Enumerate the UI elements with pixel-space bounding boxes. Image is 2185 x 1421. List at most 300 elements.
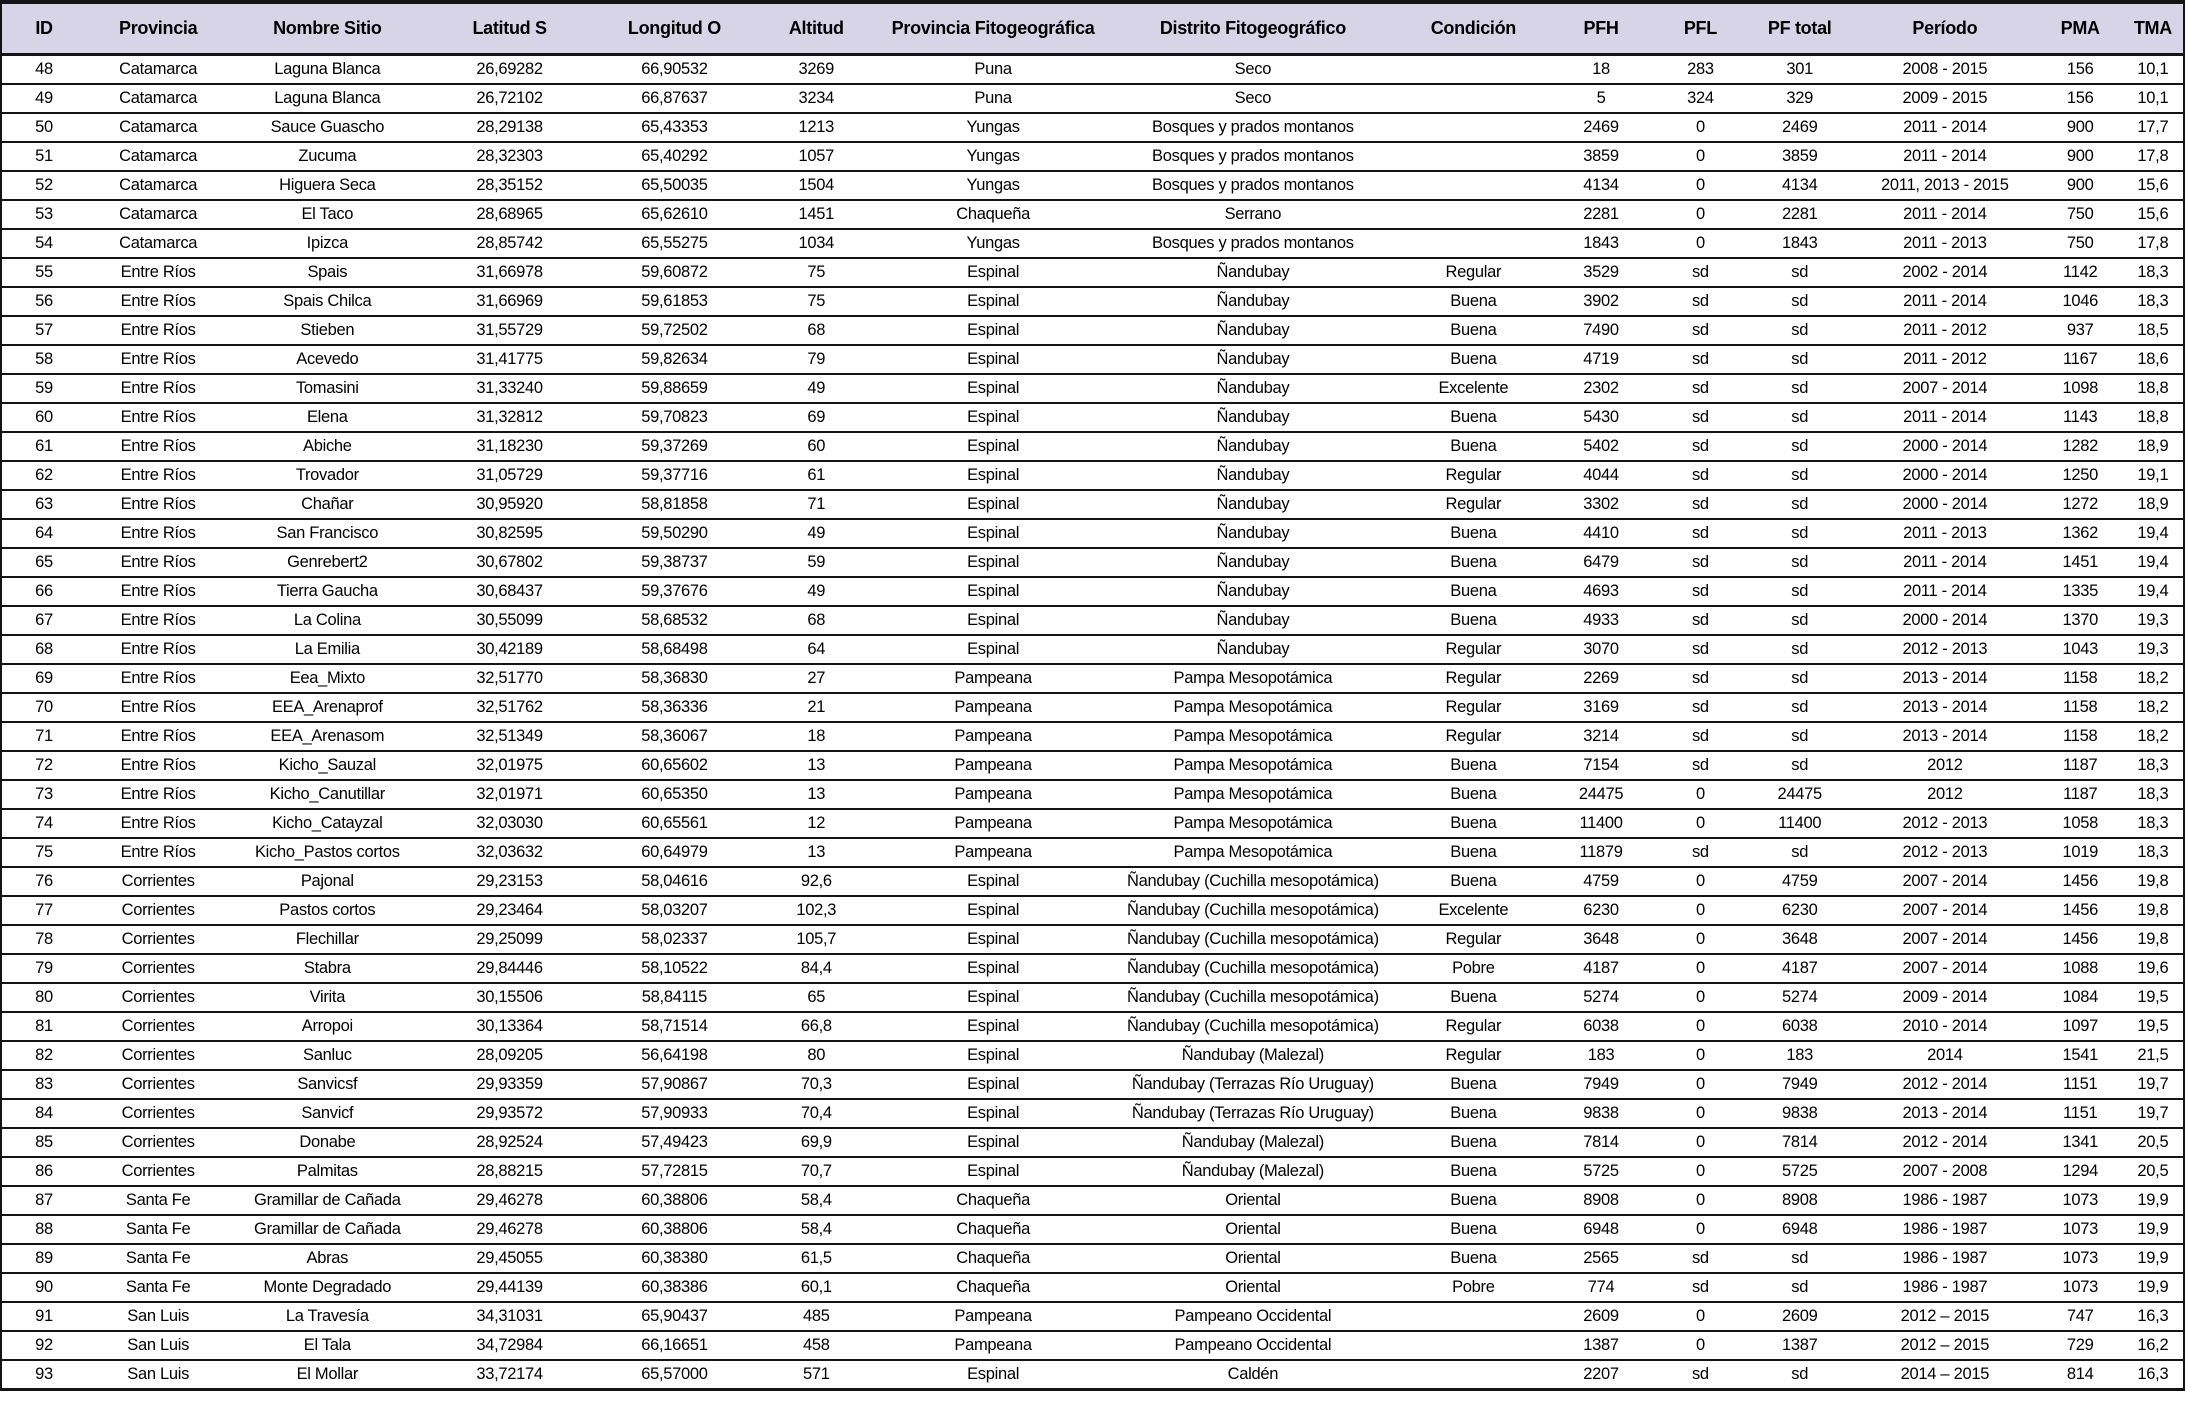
cell-pfl: 0 [1653, 171, 1747, 200]
cell-pfh: 5274 [1549, 983, 1654, 1012]
cell-pfl: sd [1653, 577, 1747, 606]
table-row [1, 1099, 2184, 1128]
cell-longitud-o: 57,72815 [595, 1157, 754, 1186]
cell-pma: 937 [2038, 316, 2123, 345]
cell-latitud-s: 29,93359 [424, 1070, 594, 1099]
cell-pma: 1282 [2038, 432, 2123, 461]
cell-pfh: 3169 [1549, 693, 1654, 722]
cell-provincia-fitogeografica: Pampeana [879, 693, 1108, 722]
cell-id: 62 [1, 461, 86, 490]
cell-latitud-s: 32,01975 [424, 751, 594, 780]
cell-id: 76 [1, 867, 86, 896]
column-header-periodo: Período [1852, 2, 2038, 55]
cell-periodo: 2012 – 2015 [1852, 1302, 2038, 1331]
cell-distrito-fitogeografico: Pampa Mesopotámica [1108, 664, 1398, 693]
cell-provincia-fitogeografica: Espinal [879, 403, 1108, 432]
cell-nombre-sitio: La Travesía [230, 1302, 424, 1331]
cell-longitud-o: 60,38380 [595, 1244, 754, 1273]
cell-pfh: 3902 [1549, 287, 1654, 316]
cell-condicion: Regular [1398, 490, 1549, 519]
column-header-provincia-fitogeografica: Provincia Fitogeográfica [879, 2, 1108, 55]
cell-distrito-fitogeografico: Oriental [1108, 1273, 1398, 1302]
cell-provincia: San Luis [86, 1331, 230, 1360]
cell-condicion: Buena [1398, 1215, 1549, 1244]
cell-pfl: sd [1653, 693, 1747, 722]
cell-distrito-fitogeografico: Ñandubay [1108, 287, 1398, 316]
cell-pfl: 0 [1653, 780, 1747, 809]
cell-pfh: 5430 [1549, 403, 1654, 432]
cell-periodo: 2007 - 2014 [1852, 925, 2038, 954]
cell-periodo: 2012 - 2013 [1852, 838, 2038, 867]
cell-pf-total: sd [1747, 519, 1852, 548]
cell-distrito-fitogeografico: Oriental [1108, 1244, 1398, 1273]
cell-condicion: Buena [1398, 316, 1549, 345]
cell-periodo: 2013 - 2014 [1852, 664, 2038, 693]
cell-provincia: Entre Ríos [86, 432, 230, 461]
cell-distrito-fitogeografico: Pampeano Occidental [1108, 1302, 1398, 1331]
cell-periodo: 2011 - 2014 [1852, 142, 2038, 171]
cell-latitud-s: 28,09205 [424, 1041, 594, 1070]
cell-pma: 1294 [2038, 1157, 2123, 1186]
cell-pfl: sd [1653, 751, 1747, 780]
cell-provincia-fitogeografica: Espinal [879, 1070, 1108, 1099]
cell-periodo: 2007 - 2014 [1852, 896, 2038, 925]
cell-altitud: 3234 [754, 84, 878, 113]
cell-pf-total: sd [1747, 635, 1852, 664]
cell-longitud-o: 60,65561 [595, 809, 754, 838]
cell-altitud: 79 [754, 345, 878, 374]
cell-provincia: Entre Ríos [86, 519, 230, 548]
cell-altitud: 571 [754, 1360, 878, 1390]
cell-distrito-fitogeografico: Ñandubay [1108, 258, 1398, 287]
cell-tma: 19,9 [2123, 1215, 2184, 1244]
cell-latitud-s: 32,01971 [424, 780, 594, 809]
column-header-condicion: Condición [1398, 2, 1549, 55]
cell-pf-total: sd [1747, 751, 1852, 780]
cell-condicion: Buena [1398, 606, 1549, 635]
table-row [1, 925, 2184, 954]
cell-nombre-sitio: Sauce Guascho [230, 113, 424, 142]
cell-provincia: Entre Ríos [86, 316, 230, 345]
cell-condicion: Buena [1398, 403, 1549, 432]
cell-nombre-sitio: EEA_Arenaprof [230, 693, 424, 722]
cell-distrito-fitogeografico: Ñandubay [1108, 635, 1398, 664]
cell-pfl: 0 [1653, 1157, 1747, 1186]
cell-provincia: Entre Ríos [86, 490, 230, 519]
cell-pfl: sd [1653, 403, 1747, 432]
cell-provincia: Entre Ríos [86, 780, 230, 809]
cell-periodo: 2000 - 2014 [1852, 490, 2038, 519]
cell-id: 50 [1, 113, 86, 142]
cell-nombre-sitio: Ipizca [230, 229, 424, 258]
cell-nombre-sitio: Stabra [230, 954, 424, 983]
cell-provincia: Santa Fe [86, 1244, 230, 1273]
cell-altitud: 27 [754, 664, 878, 693]
cell-pfl: 0 [1653, 1215, 1747, 1244]
cell-pma: 1341 [2038, 1128, 2123, 1157]
cell-altitud: 59 [754, 548, 878, 577]
cell-latitud-s: 33,72174 [424, 1360, 594, 1390]
cell-longitud-o: 58,81858 [595, 490, 754, 519]
cell-id: 91 [1, 1302, 86, 1331]
column-header-pfl: PFL [1653, 2, 1747, 55]
cell-tma: 19,1 [2123, 461, 2184, 490]
table-row [1, 867, 2184, 896]
cell-latitud-s: 32,03632 [424, 838, 594, 867]
cell-periodo: 2007 - 2008 [1852, 1157, 2038, 1186]
cell-condicion: Buena [1398, 1070, 1549, 1099]
cell-pfh: 4719 [1549, 345, 1654, 374]
cell-periodo: 2011 - 2012 [1852, 345, 2038, 374]
cell-provincia: Entre Ríos [86, 664, 230, 693]
cell-provincia-fitogeografica: Pampeana [879, 751, 1108, 780]
cell-tma: 19,8 [2123, 867, 2184, 896]
cell-pfh: 2609 [1549, 1302, 1654, 1331]
cell-provincia-fitogeografica: Chaqueña [879, 1244, 1108, 1273]
table-row [1, 1302, 2184, 1331]
cell-pfh: 8908 [1549, 1186, 1654, 1215]
cell-periodo: 2009 - 2014 [1852, 983, 2038, 1012]
cell-pf-total: 2609 [1747, 1302, 1852, 1331]
cell-provincia-fitogeografica: Yungas [879, 171, 1108, 200]
cell-distrito-fitogeografico: Ñandubay [1108, 403, 1398, 432]
cell-pma: 1272 [2038, 490, 2123, 519]
cell-condicion: Buena [1398, 983, 1549, 1012]
cell-tma: 16,3 [2123, 1302, 2184, 1331]
cell-provincia: Entre Ríos [86, 461, 230, 490]
cell-pma: 1250 [2038, 461, 2123, 490]
cell-pma: 1456 [2038, 925, 2123, 954]
cell-condicion: Buena [1398, 577, 1549, 606]
cell-latitud-s: 31,55729 [424, 316, 594, 345]
cell-nombre-sitio: Flechillar [230, 925, 424, 954]
cell-nombre-sitio: Higuera Seca [230, 171, 424, 200]
cell-id: 55 [1, 258, 86, 287]
cell-pma: 1451 [2038, 548, 2123, 577]
cell-distrito-fitogeografico: Ñandubay [1108, 374, 1398, 403]
cell-pfh: 3529 [1549, 258, 1654, 287]
cell-provincia-fitogeografica: Espinal [879, 258, 1108, 287]
cell-tma: 18,3 [2123, 809, 2184, 838]
cell-latitud-s: 29,84446 [424, 954, 594, 983]
cell-pfh: 5725 [1549, 1157, 1654, 1186]
cell-latitud-s: 28,29138 [424, 113, 594, 142]
cell-pfl: 283 [1653, 55, 1747, 85]
cell-pf-total: sd [1747, 664, 1852, 693]
table-row [1, 722, 2184, 751]
cell-condicion: Buena [1398, 838, 1549, 867]
cell-tma: 19,4 [2123, 548, 2184, 577]
cell-pf-total: 2469 [1747, 113, 1852, 142]
cell-latitud-s: 29,45055 [424, 1244, 594, 1273]
column-header-tma: TMA [2123, 2, 2184, 55]
cell-pfh: 7490 [1549, 316, 1654, 345]
cell-pfh: 4410 [1549, 519, 1654, 548]
cell-longitud-o: 60,65602 [595, 751, 754, 780]
cell-pf-total: 4134 [1747, 171, 1852, 200]
cell-tma: 16,2 [2123, 1331, 2184, 1360]
cell-nombre-sitio: Kicho_Catayzal [230, 809, 424, 838]
cell-longitud-o: 65,43353 [595, 113, 754, 142]
cell-id: 92 [1, 1331, 86, 1360]
cell-nombre-sitio: El Tala [230, 1331, 424, 1360]
cell-latitud-s: 29,25099 [424, 925, 594, 954]
cell-altitud: 60 [754, 432, 878, 461]
cell-latitud-s: 31,66978 [424, 258, 594, 287]
cell-pma: 1151 [2038, 1099, 2123, 1128]
cell-pfl: sd [1653, 722, 1747, 751]
cell-condicion: Buena [1398, 287, 1549, 316]
cell-condicion: Buena [1398, 432, 1549, 461]
cell-id: 93 [1, 1360, 86, 1390]
cell-nombre-sitio: Arropoi [230, 1012, 424, 1041]
cell-pma: 1456 [2038, 896, 2123, 925]
cell-longitud-o: 59,37269 [595, 432, 754, 461]
cell-periodo: 2011 - 2013 [1852, 519, 2038, 548]
cell-provincia-fitogeografica: Pampeana [879, 809, 1108, 838]
cell-periodo: 2000 - 2014 [1852, 461, 2038, 490]
cell-pfh: 2302 [1549, 374, 1654, 403]
cell-tma: 19,3 [2123, 635, 2184, 664]
cell-tma: 19,5 [2123, 983, 2184, 1012]
cell-nombre-sitio: Zucuma [230, 142, 424, 171]
column-header-provincia: Provincia [86, 2, 230, 55]
cell-periodo: 2011 - 2014 [1852, 113, 2038, 142]
cell-pfl: 0 [1653, 1070, 1747, 1099]
cell-altitud: 458 [754, 1331, 878, 1360]
cell-provincia: Corrientes [86, 867, 230, 896]
cell-provincia-fitogeografica: Espinal [879, 432, 1108, 461]
cell-periodo: 2012 - 2013 [1852, 635, 2038, 664]
cell-nombre-sitio: Pajonal [230, 867, 424, 896]
cell-tma: 18,6 [2123, 345, 2184, 374]
cell-id: 70 [1, 693, 86, 722]
cell-pf-total: 3859 [1747, 142, 1852, 171]
cell-tma: 10,1 [2123, 84, 2184, 113]
cell-provincia: Catamarca [86, 113, 230, 142]
cell-pfh: 2469 [1549, 113, 1654, 142]
cell-longitud-o: 65,50035 [595, 171, 754, 200]
cell-pma: 900 [2038, 171, 2123, 200]
cell-periodo: 1986 - 1987 [1852, 1273, 2038, 1302]
cell-provincia-fitogeografica: Espinal [879, 896, 1108, 925]
cell-condicion: Regular [1398, 258, 1549, 287]
cell-pma: 900 [2038, 113, 2123, 142]
cell-altitud: 69 [754, 403, 878, 432]
cell-distrito-fitogeografico: Oriental [1108, 1215, 1398, 1244]
cell-pf-total: 4187 [1747, 954, 1852, 983]
cell-pma: 1456 [2038, 867, 2123, 896]
cell-pma: 1019 [2038, 838, 2123, 867]
cell-distrito-fitogeografico: Ñandubay [1108, 432, 1398, 461]
cell-pma: 1158 [2038, 693, 2123, 722]
cell-nombre-sitio: EEA_Arenasom [230, 722, 424, 751]
cell-pma: 1335 [2038, 577, 2123, 606]
cell-pfl: 0 [1653, 200, 1747, 229]
cell-pfl: 0 [1653, 1302, 1747, 1331]
cell-altitud: 58,4 [754, 1186, 878, 1215]
table-row [1, 287, 2184, 316]
cell-id: 48 [1, 55, 86, 85]
cell-provincia-fitogeografica: Espinal [879, 1360, 1108, 1390]
cell-altitud: 1034 [754, 229, 878, 258]
cell-pma: 1073 [2038, 1186, 2123, 1215]
cell-distrito-fitogeografico: Ñandubay (Malezal) [1108, 1157, 1398, 1186]
cell-id: 87 [1, 1186, 86, 1215]
cell-provincia-fitogeografica: Espinal [879, 1128, 1108, 1157]
cell-nombre-sitio: Tomasini [230, 374, 424, 403]
cell-longitud-o: 59,88659 [595, 374, 754, 403]
cell-pf-total: sd [1747, 1273, 1852, 1302]
cell-longitud-o: 59,61853 [595, 287, 754, 316]
cell-nombre-sitio: Spais Chilca [230, 287, 424, 316]
cell-provincia-fitogeografica: Yungas [879, 113, 1108, 142]
cell-pfl: sd [1653, 519, 1747, 548]
cell-provincia-fitogeografica: Espinal [879, 925, 1108, 954]
cell-altitud: 49 [754, 577, 878, 606]
cell-nombre-sitio: El Mollar [230, 1360, 424, 1390]
cell-nombre-sitio: Laguna Blanca [230, 55, 424, 85]
cell-pfl: 0 [1653, 867, 1747, 896]
cell-provincia-fitogeografica: Espinal [879, 577, 1108, 606]
cell-provincia: Entre Ríos [86, 751, 230, 780]
cell-tma: 19,7 [2123, 1070, 2184, 1099]
cell-id: 84 [1, 1099, 86, 1128]
cell-id: 73 [1, 780, 86, 809]
table-row [1, 983, 2184, 1012]
cell-pf-total: sd [1747, 490, 1852, 519]
cell-provincia-fitogeografica: Espinal [879, 1099, 1108, 1128]
cell-latitud-s: 28,92524 [424, 1128, 594, 1157]
cell-longitud-o: 65,62610 [595, 200, 754, 229]
cell-provincia-fitogeografica: Espinal [879, 548, 1108, 577]
cell-pfl: sd [1653, 664, 1747, 693]
cell-provincia-fitogeografica: Yungas [879, 142, 1108, 171]
column-header-pfh: PFH [1549, 2, 1654, 55]
cell-distrito-fitogeografico: Bosques y prados montanos [1108, 113, 1398, 142]
table-row [1, 1070, 2184, 1099]
cell-altitud: 58,4 [754, 1215, 878, 1244]
cell-pfh: 4933 [1549, 606, 1654, 635]
cell-latitud-s: 28,85742 [424, 229, 594, 258]
cell-longitud-o: 58,36067 [595, 722, 754, 751]
cell-pfl: sd [1653, 316, 1747, 345]
cell-pma: 1187 [2038, 751, 2123, 780]
cell-distrito-fitogeografico: Ñandubay [1108, 490, 1398, 519]
cell-nombre-sitio: Sanvicsf [230, 1070, 424, 1099]
cell-provincia: Entre Ríos [86, 722, 230, 751]
cell-pfl: sd [1653, 490, 1747, 519]
cell-periodo: 2012 - 2014 [1852, 1128, 2038, 1157]
cell-id: 59 [1, 374, 86, 403]
cell-longitud-o: 65,40292 [595, 142, 754, 171]
column-header-pma: PMA [2038, 2, 2123, 55]
cell-pfl: sd [1653, 1244, 1747, 1273]
cell-id: 66 [1, 577, 86, 606]
cell-pma: 1097 [2038, 1012, 2123, 1041]
cell-condicion: Excelente [1398, 896, 1549, 925]
cell-longitud-o: 66,16651 [595, 1331, 754, 1360]
cell-provincia-fitogeografica: Espinal [879, 461, 1108, 490]
cell-distrito-fitogeografico: Bosques y prados montanos [1108, 229, 1398, 258]
cell-longitud-o: 60,64979 [595, 838, 754, 867]
cell-pfh: 7814 [1549, 1128, 1654, 1157]
cell-pf-total: sd [1747, 722, 1852, 751]
cell-provincia-fitogeografica: Espinal [879, 606, 1108, 635]
cell-nombre-sitio: Kicho_Canutillar [230, 780, 424, 809]
column-header-nombre-sitio: Nombre Sitio [230, 2, 424, 55]
cell-nombre-sitio: San Francisco [230, 519, 424, 548]
cell-condicion: Buena [1398, 1244, 1549, 1273]
cell-distrito-fitogeografico: Pampa Mesopotámica [1108, 780, 1398, 809]
cell-nombre-sitio: El Taco [230, 200, 424, 229]
cell-provincia: Catamarca [86, 142, 230, 171]
cell-altitud: 75 [754, 258, 878, 287]
cell-latitud-s: 28,35152 [424, 171, 594, 200]
cell-altitud: 1213 [754, 113, 878, 142]
cell-pma: 1370 [2038, 606, 2123, 635]
cell-condicion [1398, 142, 1549, 171]
cell-pfl: sd [1653, 838, 1747, 867]
table-row [1, 664, 2184, 693]
cell-longitud-o: 58,68498 [595, 635, 754, 664]
cell-pma: 1158 [2038, 664, 2123, 693]
table-row [1, 258, 2184, 287]
cell-longitud-o: 58,68532 [595, 606, 754, 635]
cell-provincia-fitogeografica: Espinal [879, 316, 1108, 345]
cell-provincia: Entre Ríos [86, 258, 230, 287]
cell-periodo: 2012 - 2013 [1852, 809, 2038, 838]
cell-pf-total: sd [1747, 403, 1852, 432]
cell-periodo: 2011, 2013 - 2015 [1852, 171, 2038, 200]
cell-condicion [1398, 55, 1549, 85]
cell-periodo: 2012 - 2014 [1852, 1070, 2038, 1099]
cell-provincia-fitogeografica: Espinal [879, 287, 1108, 316]
cell-provincia-fitogeografica: Espinal [879, 867, 1108, 896]
cell-nombre-sitio: La Colina [230, 606, 424, 635]
cell-nombre-sitio: Eea_Mixto [230, 664, 424, 693]
cell-provincia: Corrientes [86, 1128, 230, 1157]
table-row [1, 635, 2184, 664]
cell-latitud-s: 31,33240 [424, 374, 594, 403]
cell-id: 56 [1, 287, 86, 316]
cell-longitud-o: 60,38806 [595, 1215, 754, 1244]
cell-provincia-fitogeografica: Chaqueña [879, 1273, 1108, 1302]
cell-tma: 18,9 [2123, 490, 2184, 519]
cell-condicion: Buena [1398, 780, 1549, 809]
cell-nombre-sitio: Kicho_Pastos cortos [230, 838, 424, 867]
table-row [1, 809, 2184, 838]
cell-latitud-s: 32,51770 [424, 664, 594, 693]
cell-latitud-s: 30,67802 [424, 548, 594, 577]
cell-provincia: Entre Ríos [86, 345, 230, 374]
cell-altitud: 105,7 [754, 925, 878, 954]
cell-nombre-sitio: Palmitas [230, 1157, 424, 1186]
cell-id: 81 [1, 1012, 86, 1041]
cell-nombre-sitio: Chañar [230, 490, 424, 519]
cell-provincia-fitogeografica: Chaqueña [879, 1186, 1108, 1215]
cell-pfh: 2281 [1549, 200, 1654, 229]
cell-periodo: 2013 - 2014 [1852, 693, 2038, 722]
cell-provincia: Corrientes [86, 954, 230, 983]
cell-id: 54 [1, 229, 86, 258]
cell-nombre-sitio: Monte Degradado [230, 1273, 424, 1302]
cell-latitud-s: 30,95920 [424, 490, 594, 519]
cell-id: 77 [1, 896, 86, 925]
cell-distrito-fitogeografico: Ñandubay [1108, 548, 1398, 577]
cell-condicion [1398, 1360, 1549, 1390]
cell-provincia-fitogeografica: Pampeana [879, 664, 1108, 693]
